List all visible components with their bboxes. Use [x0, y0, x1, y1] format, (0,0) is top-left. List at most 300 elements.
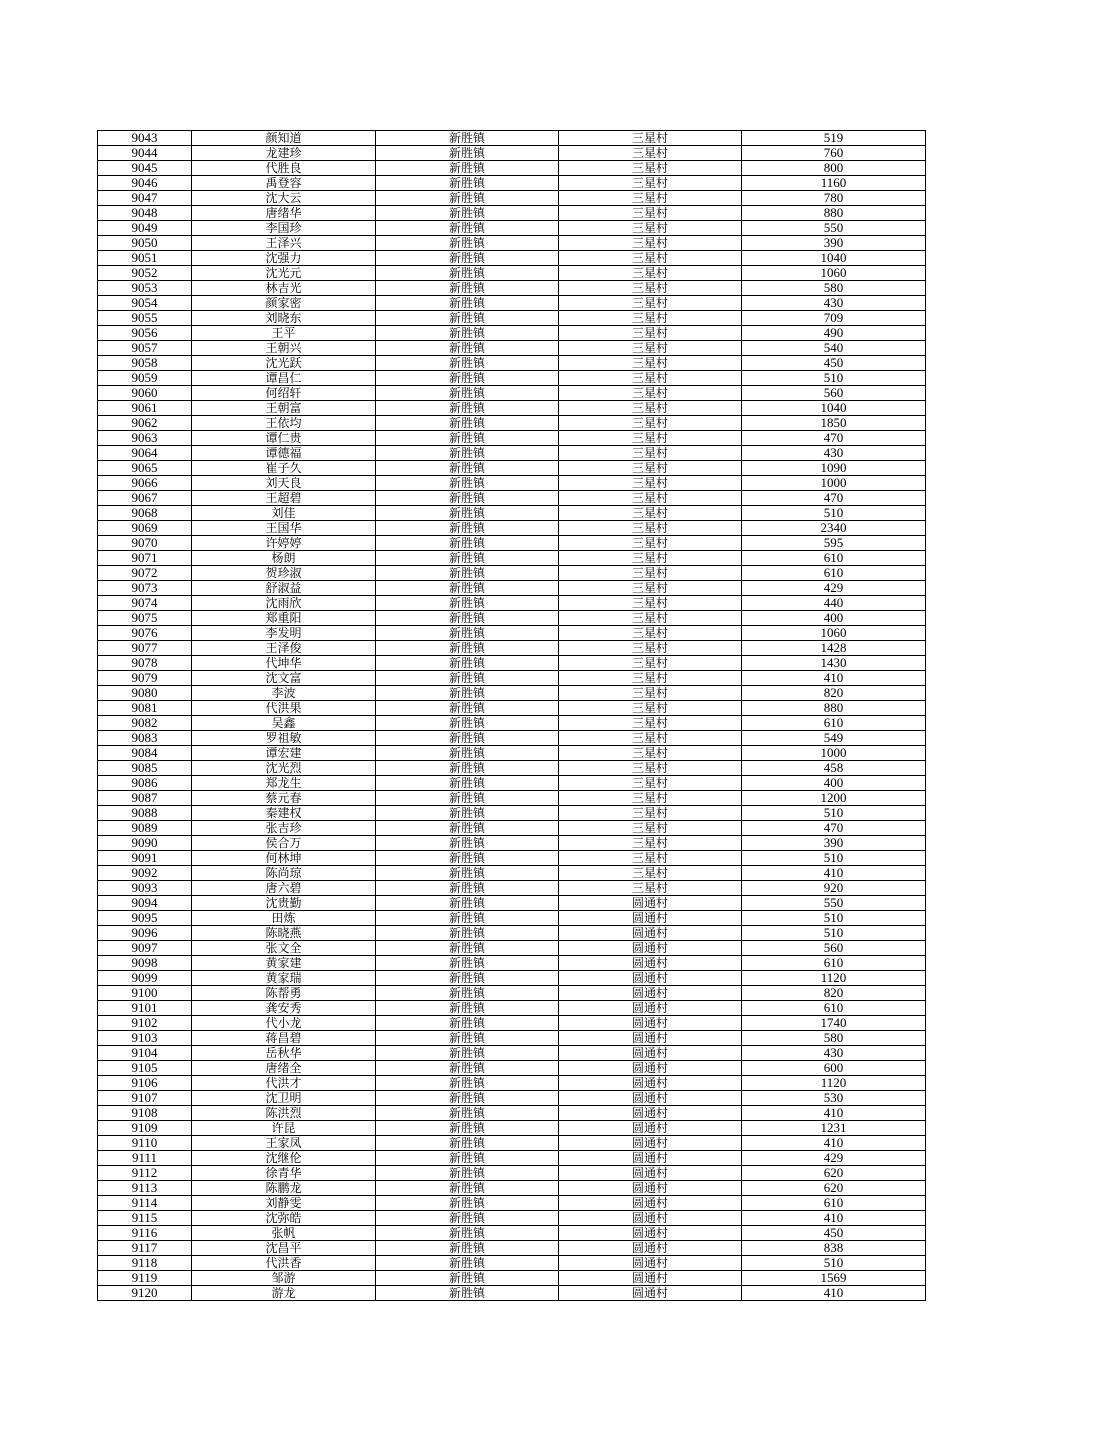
row-number-cell: 9116 — [98, 1226, 192, 1241]
village-cell: 圆通村 — [559, 1211, 742, 1226]
village-cell: 三星村 — [559, 491, 742, 506]
village-cell: 三星村 — [559, 416, 742, 431]
town-cell: 新胜镇 — [376, 416, 559, 431]
village-cell: 三星村 — [559, 716, 742, 731]
row-number-cell: 9082 — [98, 716, 192, 731]
row-number-cell: 9051 — [98, 251, 192, 266]
name-cell: 王朝兴 — [192, 341, 376, 356]
amount-cell: 519 — [742, 131, 926, 146]
name-cell: 崔子久 — [192, 461, 376, 476]
table-row — [98, 221, 926, 236]
village-cell: 三星村 — [559, 551, 742, 566]
town-cell: 新胜镇 — [376, 716, 559, 731]
table-row — [98, 836, 926, 851]
row-number-cell: 9065 — [98, 461, 192, 476]
name-cell: 沈贵勤 — [192, 896, 376, 911]
town-cell: 新胜镇 — [376, 611, 559, 626]
row-number-cell: 9108 — [98, 1106, 192, 1121]
name-cell: 张文全 — [192, 941, 376, 956]
amount-cell: 510 — [742, 1256, 926, 1271]
table-row — [98, 881, 926, 896]
name-cell: 杨朗 — [192, 551, 376, 566]
amount-cell: 610 — [742, 551, 926, 566]
town-cell: 新胜镇 — [376, 896, 559, 911]
amount-cell: 780 — [742, 191, 926, 206]
name-cell: 刘天良 — [192, 476, 376, 491]
village-cell: 三星村 — [559, 581, 742, 596]
amount-cell: 549 — [742, 731, 926, 746]
town-cell: 新胜镇 — [376, 401, 559, 416]
amount-cell: 429 — [742, 1151, 926, 1166]
amount-cell: 1090 — [742, 461, 926, 476]
amount-cell: 470 — [742, 821, 926, 836]
row-number-cell: 9089 — [98, 821, 192, 836]
table-row — [98, 1046, 926, 1061]
name-cell: 沈光元 — [192, 266, 376, 281]
row-number-cell: 9120 — [98, 1286, 192, 1301]
table-row — [98, 701, 926, 716]
table-row — [98, 491, 926, 506]
row-number-cell: 9064 — [98, 446, 192, 461]
town-cell: 新胜镇 — [376, 146, 559, 161]
amount-cell: 530 — [742, 1091, 926, 1106]
name-cell: 吴鑫 — [192, 716, 376, 731]
name-cell: 代胜良 — [192, 161, 376, 176]
name-cell: 许昆 — [192, 1121, 376, 1136]
town-cell: 新胜镇 — [376, 1286, 559, 1301]
table-row — [98, 986, 926, 1001]
table-row — [98, 1256, 926, 1271]
town-cell: 新胜镇 — [376, 776, 559, 791]
amount-cell: 410 — [742, 1211, 926, 1226]
village-cell: 圆通村 — [559, 926, 742, 941]
row-number-cell: 9102 — [98, 1016, 192, 1031]
village-cell: 三星村 — [559, 761, 742, 776]
village-cell: 三星村 — [559, 596, 742, 611]
town-cell: 新胜镇 — [376, 356, 559, 371]
amount-cell: 760 — [742, 146, 926, 161]
row-number-cell: 9107 — [98, 1091, 192, 1106]
village-cell: 三星村 — [559, 371, 742, 386]
amount-cell: 1120 — [742, 971, 926, 986]
name-cell: 禹登容 — [192, 176, 376, 191]
amount-cell: 1040 — [742, 401, 926, 416]
row-number-cell: 9056 — [98, 326, 192, 341]
table-row — [98, 206, 926, 221]
row-number-cell: 9106 — [98, 1076, 192, 1091]
town-cell: 新胜镇 — [376, 671, 559, 686]
row-number-cell: 9100 — [98, 986, 192, 1001]
name-cell: 代坤华 — [192, 656, 376, 671]
name-cell: 沈文富 — [192, 671, 376, 686]
name-cell: 陈洪烈 — [192, 1106, 376, 1121]
town-cell: 新胜镇 — [376, 161, 559, 176]
name-cell: 唐绪华 — [192, 206, 376, 221]
row-number-cell: 9081 — [98, 701, 192, 716]
amount-cell: 430 — [742, 1046, 926, 1061]
row-number-cell: 9043 — [98, 131, 192, 146]
town-cell: 新胜镇 — [376, 956, 559, 971]
table-row — [98, 806, 926, 821]
row-number-cell: 9094 — [98, 896, 192, 911]
village-cell: 圆通村 — [559, 1046, 742, 1061]
table-row — [98, 1031, 926, 1046]
row-number-cell: 9047 — [98, 191, 192, 206]
village-cell: 圆通村 — [559, 1091, 742, 1106]
name-cell: 王国华 — [192, 521, 376, 536]
table-row — [98, 446, 926, 461]
amount-cell: 1060 — [742, 266, 926, 281]
table-row — [98, 326, 926, 341]
name-cell: 沈光跃 — [192, 356, 376, 371]
town-cell: 新胜镇 — [376, 626, 559, 641]
town-cell: 新胜镇 — [376, 821, 559, 836]
table-row — [98, 1106, 926, 1121]
name-cell: 何绍轩 — [192, 386, 376, 401]
town-cell: 新胜镇 — [376, 1241, 559, 1256]
village-cell: 三星村 — [559, 791, 742, 806]
table-row — [98, 161, 926, 176]
village-cell: 圆通村 — [559, 1196, 742, 1211]
name-cell: 侯合万 — [192, 836, 376, 851]
village-cell: 圆通村 — [559, 1136, 742, 1151]
row-number-cell: 9104 — [98, 1046, 192, 1061]
table-row — [98, 1241, 926, 1256]
village-cell: 圆通村 — [559, 1271, 742, 1286]
village-cell: 三星村 — [559, 806, 742, 821]
village-cell: 圆通村 — [559, 1031, 742, 1046]
town-cell: 新胜镇 — [376, 1031, 559, 1046]
table-row — [98, 146, 926, 161]
table-row — [98, 311, 926, 326]
village-cell: 圆通村 — [559, 956, 742, 971]
village-cell: 三星村 — [559, 836, 742, 851]
row-number-cell: 9076 — [98, 626, 192, 641]
name-cell: 郑龙生 — [192, 776, 376, 791]
town-cell: 新胜镇 — [376, 1256, 559, 1271]
name-cell: 刘静雯 — [192, 1196, 376, 1211]
row-number-cell: 9050 — [98, 236, 192, 251]
town-cell: 新胜镇 — [376, 1151, 559, 1166]
name-cell: 李发明 — [192, 626, 376, 641]
amount-cell: 880 — [742, 206, 926, 221]
table-row — [98, 731, 926, 746]
village-cell: 圆通村 — [559, 986, 742, 1001]
table-row — [98, 506, 926, 521]
table-row — [98, 761, 926, 776]
name-cell: 谭仁贵 — [192, 431, 376, 446]
row-number-cell: 9079 — [98, 671, 192, 686]
row-number-cell: 9097 — [98, 941, 192, 956]
amount-cell: 470 — [742, 431, 926, 446]
table-row — [98, 431, 926, 446]
name-cell: 唐六碧 — [192, 881, 376, 896]
village-cell: 三星村 — [559, 821, 742, 836]
village-cell: 圆通村 — [559, 1121, 742, 1136]
amount-cell: 510 — [742, 926, 926, 941]
town-cell: 新胜镇 — [376, 446, 559, 461]
town-cell: 新胜镇 — [376, 506, 559, 521]
table-row — [98, 1166, 926, 1181]
amount-cell: 490 — [742, 326, 926, 341]
town-cell: 新胜镇 — [376, 806, 559, 821]
amount-cell: 610 — [742, 1001, 926, 1016]
name-cell: 代洪香 — [192, 1256, 376, 1271]
amount-cell: 610 — [742, 716, 926, 731]
row-number-cell: 9067 — [98, 491, 192, 506]
row-number-cell: 9095 — [98, 911, 192, 926]
village-cell: 三星村 — [559, 296, 742, 311]
town-cell: 新胜镇 — [376, 281, 559, 296]
name-cell: 沈光烈 — [192, 761, 376, 776]
row-number-cell: 9101 — [98, 1001, 192, 1016]
row-number-cell: 9045 — [98, 161, 192, 176]
village-cell: 三星村 — [559, 671, 742, 686]
village-cell: 三星村 — [559, 341, 742, 356]
name-cell: 蒋昌碧 — [192, 1031, 376, 1046]
row-number-cell: 9087 — [98, 791, 192, 806]
table-row — [98, 296, 926, 311]
town-cell: 新胜镇 — [376, 251, 559, 266]
name-cell: 王朝富 — [192, 401, 376, 416]
village-cell: 圆通村 — [559, 1016, 742, 1031]
name-cell: 颜家密 — [192, 296, 376, 311]
amount-cell: 400 — [742, 611, 926, 626]
amount-cell: 540 — [742, 341, 926, 356]
town-cell: 新胜镇 — [376, 371, 559, 386]
row-number-cell: 9074 — [98, 596, 192, 611]
amount-cell: 838 — [742, 1241, 926, 1256]
village-cell: 三星村 — [559, 236, 742, 251]
town-cell: 新胜镇 — [376, 836, 559, 851]
amount-cell: 430 — [742, 446, 926, 461]
name-cell: 沈弥皓 — [192, 1211, 376, 1226]
town-cell: 新胜镇 — [376, 311, 559, 326]
village-cell: 圆通村 — [559, 941, 742, 956]
village-cell: 三星村 — [559, 776, 742, 791]
village-cell: 三星村 — [559, 221, 742, 236]
town-cell: 新胜镇 — [376, 326, 559, 341]
table-row — [98, 596, 926, 611]
amount-cell: 610 — [742, 566, 926, 581]
amount-cell: 510 — [742, 911, 926, 926]
name-cell: 代洪才 — [192, 1076, 376, 1091]
name-cell: 张吉珍 — [192, 821, 376, 836]
table-row — [98, 266, 926, 281]
village-cell: 圆通村 — [559, 1166, 742, 1181]
row-number-cell: 9083 — [98, 731, 192, 746]
amount-cell: 550 — [742, 896, 926, 911]
name-cell: 邹游 — [192, 1271, 376, 1286]
village-cell: 三星村 — [559, 461, 742, 476]
amount-cell: 1000 — [742, 746, 926, 761]
amount-cell: 800 — [742, 161, 926, 176]
amount-cell: 1428 — [742, 641, 926, 656]
row-number-cell: 9103 — [98, 1031, 192, 1046]
name-cell: 林吉光 — [192, 281, 376, 296]
table-row — [98, 1286, 926, 1301]
name-cell: 李波 — [192, 686, 376, 701]
row-number-cell: 9086 — [98, 776, 192, 791]
amount-cell: 1850 — [742, 416, 926, 431]
town-cell: 新胜镇 — [376, 656, 559, 671]
table-row — [98, 551, 926, 566]
name-cell: 沈雨欣 — [192, 596, 376, 611]
amount-cell: 2340 — [742, 521, 926, 536]
table-row — [98, 746, 926, 761]
town-cell: 新胜镇 — [376, 866, 559, 881]
amount-cell: 410 — [742, 1136, 926, 1151]
table-row — [98, 911, 926, 926]
amount-cell: 458 — [742, 761, 926, 776]
village-cell: 三星村 — [559, 686, 742, 701]
village-cell: 三星村 — [559, 521, 742, 536]
town-cell: 新胜镇 — [376, 1226, 559, 1241]
town-cell: 新胜镇 — [376, 1196, 559, 1211]
town-cell: 新胜镇 — [376, 1091, 559, 1106]
table-row — [98, 566, 926, 581]
amount-cell: 410 — [742, 1286, 926, 1301]
town-cell: 新胜镇 — [376, 941, 559, 956]
village-cell: 三星村 — [559, 161, 742, 176]
table-row — [98, 716, 926, 731]
name-cell: 颜知道 — [192, 131, 376, 146]
town-cell: 新胜镇 — [376, 1181, 559, 1196]
amount-cell: 560 — [742, 941, 926, 956]
row-number-cell: 9048 — [98, 206, 192, 221]
row-number-cell: 9066 — [98, 476, 192, 491]
town-cell: 新胜镇 — [376, 701, 559, 716]
amount-cell: 550 — [742, 221, 926, 236]
village-cell: 圆通村 — [559, 896, 742, 911]
town-cell: 新胜镇 — [376, 1166, 559, 1181]
town-cell: 新胜镇 — [376, 461, 559, 476]
row-number-cell: 9068 — [98, 506, 192, 521]
amount-cell: 510 — [742, 506, 926, 521]
table-row — [98, 1271, 926, 1286]
amount-cell: 450 — [742, 1226, 926, 1241]
name-cell: 田炼 — [192, 911, 376, 926]
row-number-cell: 9069 — [98, 521, 192, 536]
row-number-cell: 9085 — [98, 761, 192, 776]
row-number-cell: 9099 — [98, 971, 192, 986]
village-cell: 三星村 — [559, 626, 742, 641]
amount-cell: 1740 — [742, 1016, 926, 1031]
amount-cell: 709 — [742, 311, 926, 326]
town-cell: 新胜镇 — [376, 986, 559, 1001]
row-number-cell: 9118 — [98, 1256, 192, 1271]
amount-cell: 610 — [742, 956, 926, 971]
table-row — [98, 371, 926, 386]
row-number-cell: 9073 — [98, 581, 192, 596]
row-number-cell: 9049 — [98, 221, 192, 236]
row-number-cell: 9063 — [98, 431, 192, 446]
table-row — [98, 776, 926, 791]
row-number-cell: 9058 — [98, 356, 192, 371]
name-cell: 陈鹏龙 — [192, 1181, 376, 1196]
village-cell: 三星村 — [559, 251, 742, 266]
table-row — [98, 341, 926, 356]
amount-cell: 400 — [742, 776, 926, 791]
village-cell: 三星村 — [559, 866, 742, 881]
row-number-cell: 9084 — [98, 746, 192, 761]
town-cell: 新胜镇 — [376, 911, 559, 926]
village-cell: 三星村 — [559, 401, 742, 416]
village-cell: 三星村 — [559, 446, 742, 461]
table-row — [98, 1211, 926, 1226]
name-cell: 李国珍 — [192, 221, 376, 236]
name-cell: 代洪果 — [192, 701, 376, 716]
name-cell: 游龙 — [192, 1286, 376, 1301]
table-row — [98, 1121, 926, 1136]
amount-cell: 1231 — [742, 1121, 926, 1136]
row-number-cell: 9105 — [98, 1061, 192, 1076]
table-row — [98, 461, 926, 476]
town-cell: 新胜镇 — [376, 131, 559, 146]
amount-cell: 1200 — [742, 791, 926, 806]
town-cell: 新胜镇 — [376, 1076, 559, 1091]
table-row — [98, 791, 926, 806]
row-number-cell: 9059 — [98, 371, 192, 386]
table-row — [98, 896, 926, 911]
amount-cell: 1430 — [742, 656, 926, 671]
table-row — [98, 401, 926, 416]
amount-cell: 510 — [742, 806, 926, 821]
amount-cell: 450 — [742, 356, 926, 371]
amount-cell: 620 — [742, 1166, 926, 1181]
town-cell: 新胜镇 — [376, 971, 559, 986]
amount-cell: 560 — [742, 386, 926, 401]
village-cell: 圆通村 — [559, 1151, 742, 1166]
name-cell: 许婷婷 — [192, 536, 376, 551]
row-number-cell: 9092 — [98, 866, 192, 881]
amount-cell: 410 — [742, 866, 926, 881]
row-number-cell: 9046 — [98, 176, 192, 191]
name-cell: 谭德福 — [192, 446, 376, 461]
name-cell: 沈继伦 — [192, 1151, 376, 1166]
name-cell: 陈尚琼 — [192, 866, 376, 881]
table-row — [98, 386, 926, 401]
village-cell: 三星村 — [559, 641, 742, 656]
town-cell: 新胜镇 — [376, 476, 559, 491]
row-number-cell: 9060 — [98, 386, 192, 401]
village-cell: 三星村 — [559, 536, 742, 551]
village-cell: 圆通村 — [559, 1256, 742, 1271]
table-row — [98, 176, 926, 191]
village-cell: 圆通村 — [559, 1076, 742, 1091]
name-cell: 沈强力 — [192, 251, 376, 266]
table-row — [98, 1091, 926, 1106]
table-row — [98, 131, 926, 146]
amount-cell: 1060 — [742, 626, 926, 641]
table-row — [98, 581, 926, 596]
name-cell: 陈帮勇 — [192, 986, 376, 1001]
row-number-cell: 9091 — [98, 851, 192, 866]
town-cell: 新胜镇 — [376, 431, 559, 446]
town-cell: 新胜镇 — [376, 746, 559, 761]
name-cell: 沈卫明 — [192, 1091, 376, 1106]
name-cell: 王泽兴 — [192, 236, 376, 251]
amount-cell: 390 — [742, 236, 926, 251]
village-cell: 三星村 — [559, 176, 742, 191]
name-cell: 刘佳 — [192, 506, 376, 521]
village-cell: 圆通村 — [559, 971, 742, 986]
village-cell: 三星村 — [559, 146, 742, 161]
village-cell: 圆通村 — [559, 1181, 742, 1196]
row-number-cell: 9071 — [98, 551, 192, 566]
table-row — [98, 476, 926, 491]
row-number-cell: 9057 — [98, 341, 192, 356]
